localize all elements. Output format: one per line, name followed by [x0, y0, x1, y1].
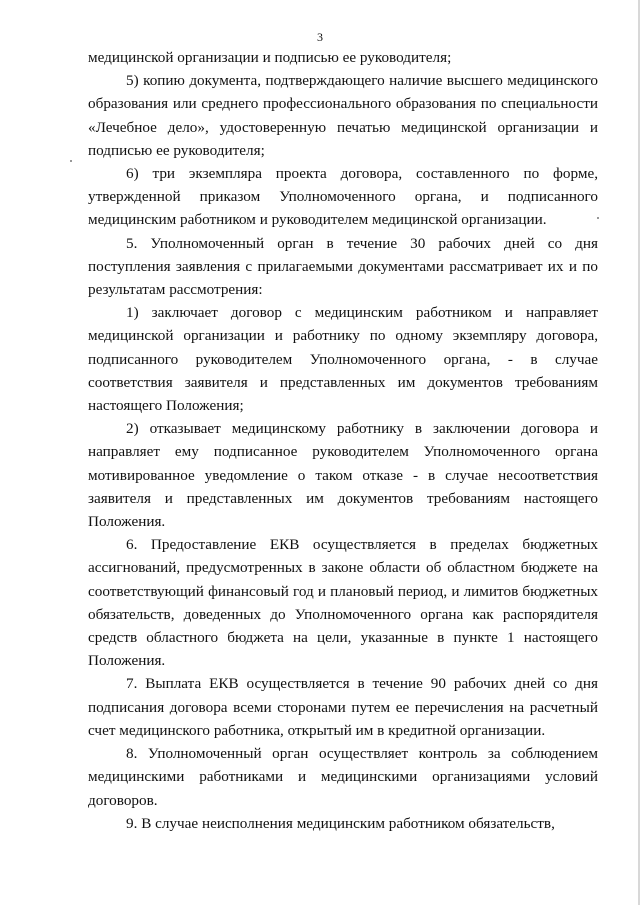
paragraph-subitem-2: 2) отказывает медицинскому работнику в заключении договора и направляет ему подписанное руководителем Уполномоченного органа мотивированное уведомление о таком отказе - в случае несоответствия заявителя и представленных им документов требованиям настоящего Положения.: [88, 420, 598, 531]
paragraph-item-6: 6) три экземпляра проекта договора, составленного по форме, утвержденной приказом Уполномоченного органа, и подписанного медицинским работником и руководителем медицинской организации.: [88, 165, 598, 229]
paragraph-section-9: 9. В случае неисполнения медицинским работником обязательств,: [126, 814, 555, 832]
scan-speck: [70, 160, 72, 162]
paragraph-subitem-1: 1) заключает договор с медицинским работником и направляет медицинской организации и работнику по одному экземпляру договора, подписанного руководителем Уполномоченного органа, - в случае соответствия заявителя и представленных им документов требованиям настоящего Положения;: [88, 304, 598, 415]
document-body: [88, 46, 598, 835]
page-number: 3: [317, 30, 323, 44]
paragraph-section-6: 6. Предоставление ЕКВ осуществляется в пределах бюджетных ассигнований, предусмотренных в законе области об областном бюджете на соответствующий финансовый год и плановый период, и лимитов бюджетных обязательств, доведенных до Уполномоченного органа как распорядителя средств областного бюджета на цели, указанные в пункте 1 настоящего Положения.: [88, 536, 598, 670]
paragraph-section-7: 7. Выплата ЕКВ осуществляется в течение 90 рабочих дней со дня подписания договора всеми сторонами путем ее перечисления на расчетный счет медицинского работника, открытый им в кредитной организации.: [88, 675, 598, 739]
paragraph-section-8: 8. Уполномоченный орган осуществляет контроль за соблюдением медицинскими работниками и медицинскими организациями условий договоров.: [88, 745, 598, 809]
scan-speck: [597, 217, 599, 219]
paragraph-continuation: медицинской организации и подписью ее руководителя;: [88, 49, 452, 66]
paragraph-item-5: 5) копию документа, подтверждающего наличие высшего медицинского образования или среднего профессионального образования по специальности «Лечебное дело», удостоверенную печатью медицинской организации и подписью ее руководителя;: [88, 72, 598, 159]
paragraph-section-5: 5. Уполномоченный орган в течение 30 рабочих дней со дня поступления заявления с прилагаемыми документами рассматривает их и по результатам рассмотрения:: [88, 234, 598, 299]
